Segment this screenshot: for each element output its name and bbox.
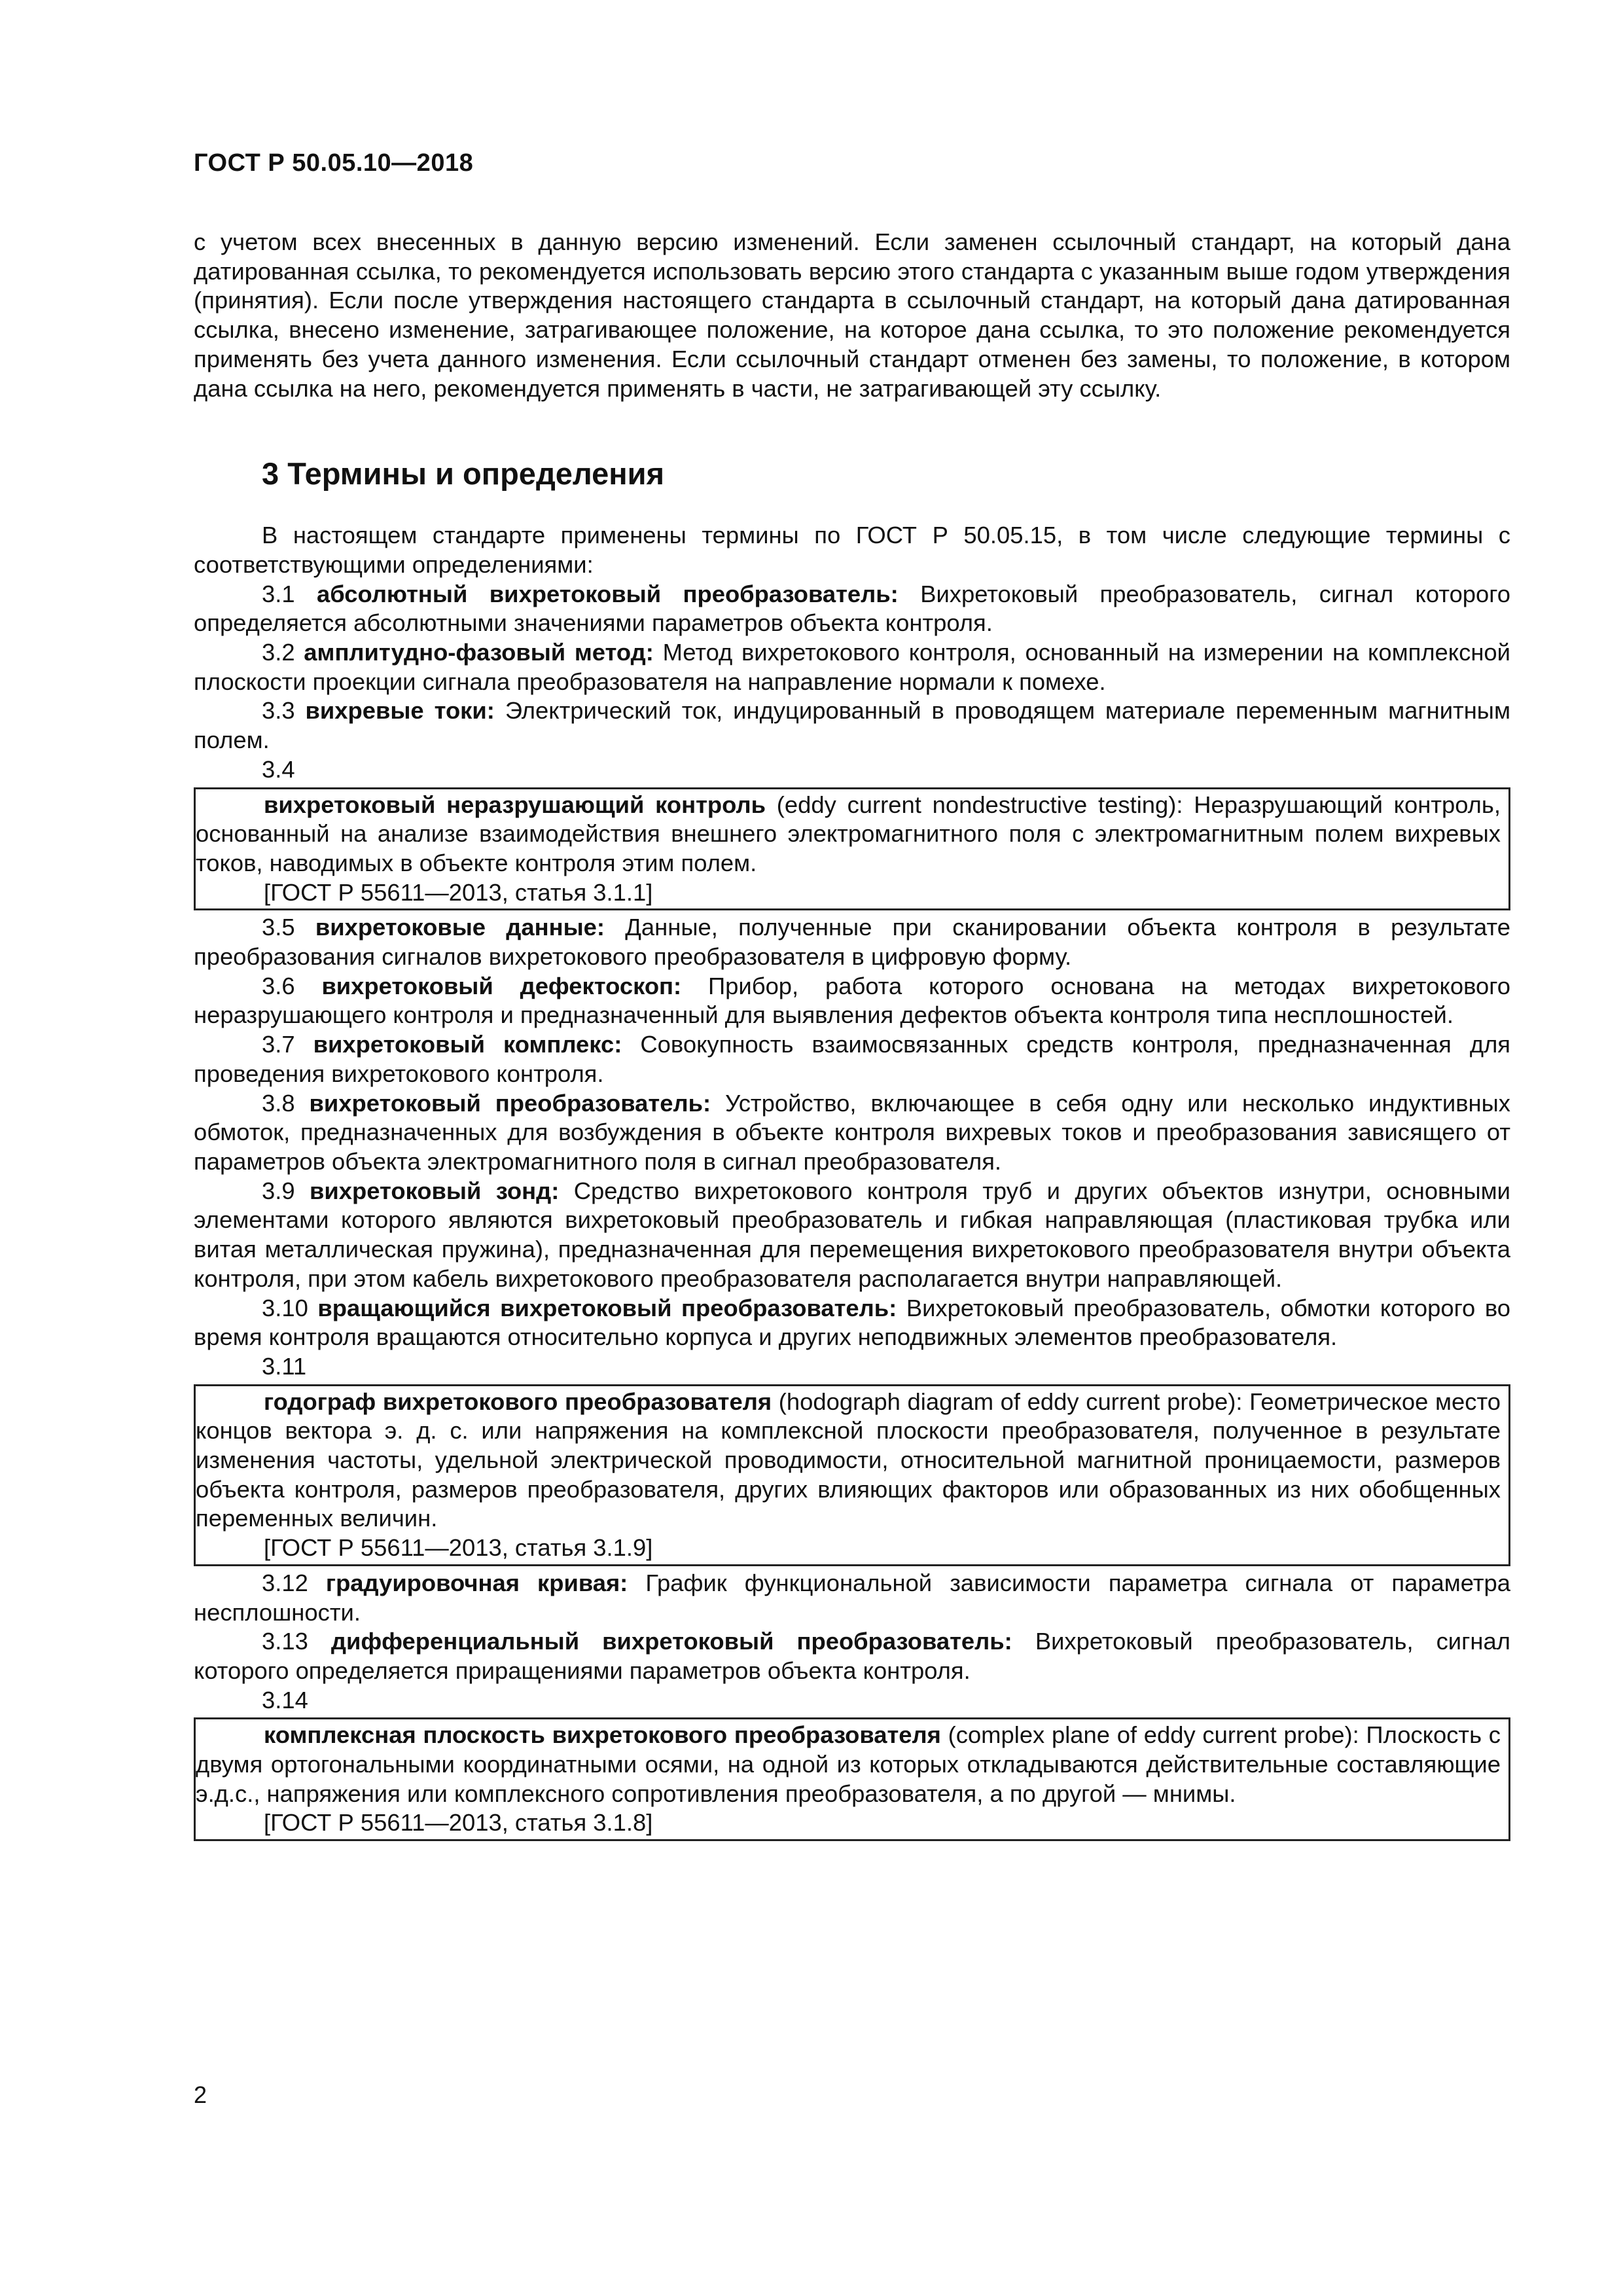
term-definition: Средство вихретокового контроля труб и других объектов изнутри, основными элементами которого являются вихретоковый преобразователь и гибкая направляющая (пластиковая трубка или витая металлическая пружина), предназначенная для перемещения вихретокового преобразователя внутри объекта контроля, при этом кабель вихретокового преобразователя располагается внутри направляющей. bbox=[194, 1177, 1510, 1292]
term-number: 3.10 bbox=[262, 1294, 308, 1321]
term-definition: Устройство, включающее в себя одну или несколько индуктивных обмоток, предназначенных для возбуждения в объекте контроля вихревых токов и преобразования зависящего от параметров объекта электромагнитного поля в сигнал преобразователя. bbox=[194, 1089, 1510, 1175]
term-number: 3.2 bbox=[262, 639, 295, 666]
term-name: вихретоковый зонд: bbox=[310, 1177, 560, 1204]
term-entry bbox=[196, 791, 1501, 878]
term-entry bbox=[194, 1030, 1510, 1088]
term-entry bbox=[194, 696, 1510, 755]
page-content bbox=[194, 228, 1510, 1844]
term-number: 3.12 bbox=[262, 1569, 308, 1596]
term-definition: Геометрическое место концов вектора э. д. с. или напряжения на комплексной плоскости преобразователя, полученное в результате изменения частоты, удельной электрической проводимости, относительной магнитной проницаемости, размеров объекта контроля, размеров преобразователя, других влияющих факторов или образованных из них обобщенных переменных величин. bbox=[196, 1388, 1501, 1532]
term-name: вихретоковый преобразователь: bbox=[309, 1089, 711, 1117]
term-name: абсолютный вихретоковый преобразователь: bbox=[317, 580, 899, 607]
term-entry bbox=[196, 1721, 1501, 1808]
term-english: (eddy current nondestructive testing): bbox=[776, 791, 1183, 818]
term-entry bbox=[194, 638, 1510, 696]
term-entry bbox=[194, 580, 1510, 638]
term-number: 3.3 bbox=[262, 697, 295, 725]
section-title: 3 Термины и определения bbox=[262, 456, 664, 492]
term-number: 3.8 bbox=[262, 1089, 295, 1117]
term-name: вихревые токи: bbox=[305, 697, 495, 725]
boxed-term-3-14 bbox=[194, 1717, 1510, 1841]
term-entry bbox=[194, 972, 1510, 1030]
term-name: вихретоковый дефектоскоп: bbox=[321, 972, 682, 999]
term-english: (hodograph diagram of eddy current probe): bbox=[778, 1388, 1243, 1415]
term-name: вихретоковые данные: bbox=[315, 914, 605, 941]
term-entry bbox=[194, 1089, 1510, 1177]
term-definition: Вихретоковый преобразователь, обмотки которого во время контроля вращаются относительно корпуса и других неподвижных элементов преобразователя. bbox=[194, 1294, 1510, 1351]
document-code-header: ГОСТ Р 50.05.10—2018 bbox=[194, 149, 474, 177]
term-number: 3.1 bbox=[262, 580, 295, 607]
term-name: амплитудно-фазовый метод: bbox=[304, 639, 654, 666]
term-definition: Прибор, работа которого основана на методах вихретокового неразрушающего контроля и предназначенный для выявления дефектов объекта контроля типа несплошностей. bbox=[194, 972, 1510, 1029]
term-number: 3.6 bbox=[262, 972, 295, 999]
term-entry bbox=[194, 913, 1510, 971]
term-english: (complex plane of eddy current probe): bbox=[948, 1721, 1359, 1749]
term-name: вихретоковый комплекс: bbox=[313, 1031, 622, 1058]
term-definition: Метод вихретокового контроля, основанный на измерении на комплексной плоскости проекции сигнала преобразователя на направление нормали к помехе. bbox=[194, 639, 1510, 695]
term-entry bbox=[194, 1177, 1510, 1294]
term-definition: Данные, полученные при сканировании объекта контроля в результате преобразования сигналов вихретокового преобразователя в цифровую форму. bbox=[194, 914, 1510, 971]
term-name: комплексная плоскость вихретокового преобразователя bbox=[264, 1721, 941, 1749]
term-definition: Неразрушающий контроль, основанный на анализе взаимодействия внешнего электромагнитного поля с электромагнитным полем вихревых токов, наводимых в объекте контроля этим полем. bbox=[196, 791, 1501, 876]
term-name: вращающийся вихретоковый преобразователь: bbox=[317, 1294, 897, 1321]
boxed-term-3-11 bbox=[194, 1384, 1510, 1566]
term-entry bbox=[196, 1388, 1501, 1534]
term-definition: Вихретоковый преобразователь, сигнал которого определяется приращениями параметров объекта контроля. bbox=[194, 1628, 1510, 1684]
term-number: 3.7 bbox=[262, 1031, 295, 1058]
term-source: [ГОСТ Р 55611—2013, статья 3.1.1] bbox=[264, 878, 653, 906]
term-number-line: 3.11 bbox=[262, 1352, 307, 1380]
term-number: 3.13 bbox=[262, 1628, 308, 1655]
section-lead: В настоящем стандарте применены термины по ГОСТ Р 50.05.15, в том числе следующие термины с соответствующими определениями: bbox=[194, 522, 1510, 578]
term-name: градуировочная кривая: bbox=[325, 1569, 628, 1596]
term-entry bbox=[194, 1294, 1510, 1352]
term-source: [ГОСТ Р 55611—2013, статья 3.1.8] bbox=[264, 1809, 653, 1837]
term-definition: Электрический ток, индуцированный в проводящем материале переменным магнитным полем. bbox=[194, 697, 1510, 754]
page-number: 2 bbox=[194, 2081, 207, 2108]
term-entry bbox=[194, 1627, 1510, 1685]
term-definition: Плоскость с двумя ортогональными координатными осями, на одной из которых откладываются действительные составляющие э.д.с., напряжения или комплексного сопротивления преобразователя, а по другой — мнимы. bbox=[196, 1721, 1501, 1807]
term-number-line: 3.14 bbox=[262, 1686, 308, 1713]
term-definition: Совокупность взаимосвязанных средств контроля, предназначенная для проведения вихретокового контроля. bbox=[194, 1031, 1511, 1087]
term-name: вихретоковый неразрушающий контроль bbox=[264, 791, 766, 818]
term-definition: Вихретоковый преобразователь, сигнал которого определяется абсолютными значениями параметров объекта контроля. bbox=[194, 580, 1511, 637]
term-number: 3.5 bbox=[262, 914, 295, 941]
term-number-line: 3.4 bbox=[262, 755, 295, 783]
term-name: годограф вихретокового преобразователя bbox=[264, 1388, 772, 1415]
intro-paragraph: с учетом всех внесенных в данную версию изменений. Если заменен ссылочный стандарт, на который дана датированная ссылка, то рекомендуется использовать версию этого стандарта с указанным выше годом утверждения (принятия). Если после утверждения настоящего стандарта в ссылочный стандарт, на который дана датированная ссылка, внесено изменение, затрагивающее положение, на которое дана ссылка, то это положение рекомендуется применять без учета данного изменения. Если ссылочный стандарт отменен без замены, то положение, в котором дана ссылка на него, рекомендуется применять в части, не затрагивающей эту ссылку. bbox=[194, 228, 1510, 402]
term-entry bbox=[194, 1569, 1510, 1627]
term-definition: График функциональной зависимости параметра сигнала от параметра несплошности. bbox=[194, 1569, 1510, 1626]
term-source: [ГОСТ Р 55611—2013, статья 3.1.9] bbox=[264, 1534, 653, 1562]
term-name: дифференциальный вихретоковый преобразователь: bbox=[330, 1628, 1012, 1655]
boxed-term-3-4 bbox=[194, 787, 1510, 911]
term-number: 3.9 bbox=[262, 1177, 295, 1204]
